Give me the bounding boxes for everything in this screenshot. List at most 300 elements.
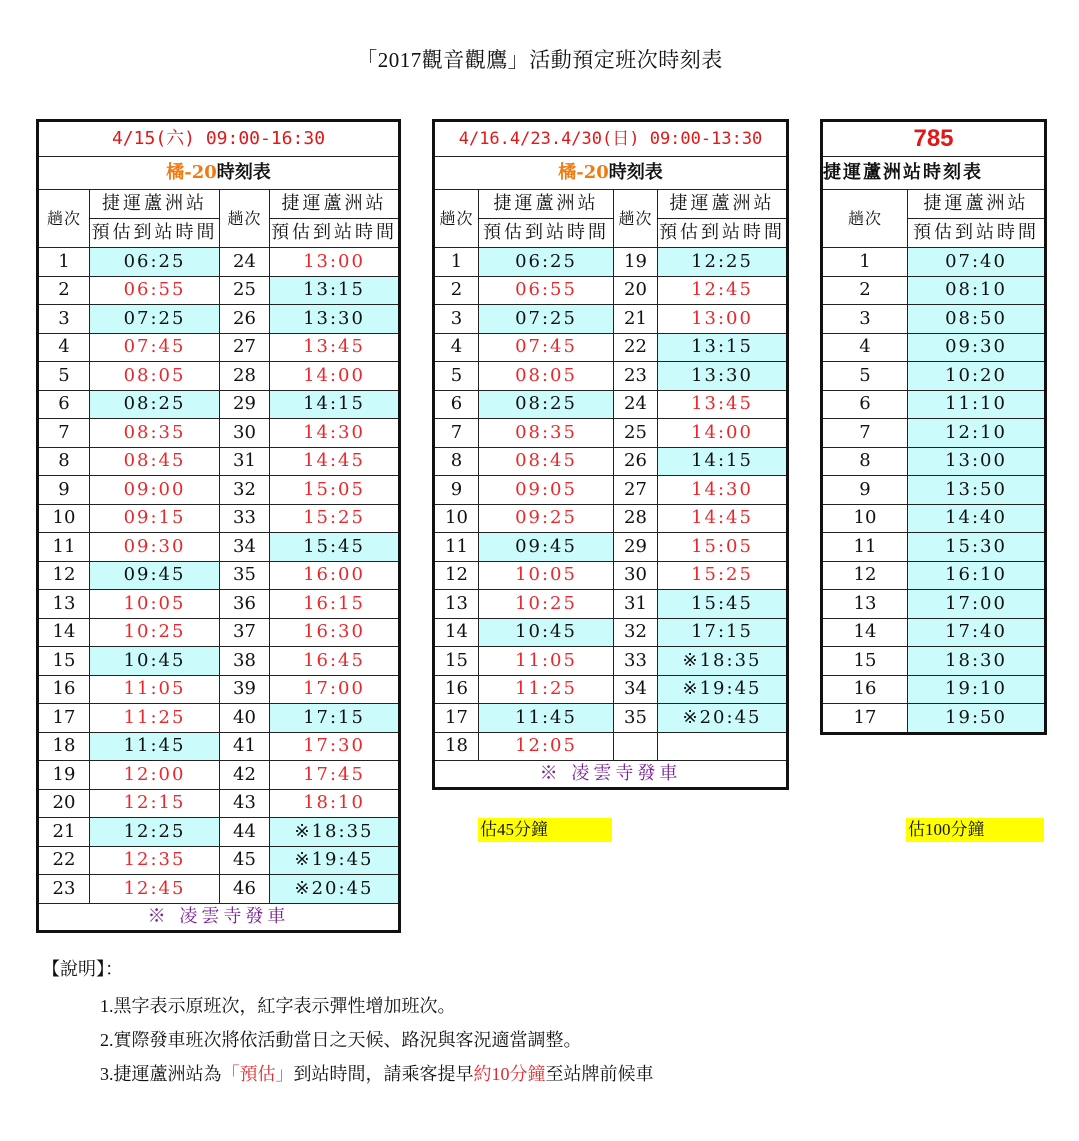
footnote: ※ 凌雲寺發車 <box>38 903 400 931</box>
table-row <box>434 618 788 647</box>
table-row <box>38 875 400 904</box>
arrival-time: 08:25 <box>90 390 220 419</box>
table-row <box>822 390 1046 419</box>
trip-number: 27 <box>614 476 658 505</box>
arrival-time: 18:10 <box>270 789 400 818</box>
table-row <box>38 419 400 448</box>
trip-number: 45 <box>220 846 270 875</box>
trip-number: 13 <box>434 590 479 619</box>
trip-number: 20 <box>614 276 658 305</box>
col-header-trip: 趟次 <box>822 190 908 248</box>
trip-number: 16 <box>38 675 90 704</box>
arrival-time: 16:00 <box>270 561 400 590</box>
trip-number: 4 <box>434 333 479 362</box>
arrival-time: 14:30 <box>658 476 788 505</box>
arrival-time: 11:10 <box>908 390 1046 419</box>
arrival-time: 06:55 <box>90 276 220 305</box>
note-emphasis: 「預估」 <box>221 1064 294 1084</box>
trip-number: 2 <box>822 276 908 305</box>
arrival-time: 08:05 <box>479 362 614 391</box>
trip-number: 1 <box>434 248 479 277</box>
table-body <box>434 248 788 761</box>
table-row <box>38 789 400 818</box>
trip-number: 3 <box>822 305 908 334</box>
arrival-time: 10:45 <box>479 618 614 647</box>
timetable-sunday <box>432 119 789 790</box>
table-row <box>38 447 400 476</box>
arrival-time: 12:25 <box>90 818 220 847</box>
trip-number: 12 <box>822 561 908 590</box>
arrival-time: 16:10 <box>908 561 1046 590</box>
trip-number: 16 <box>434 675 479 704</box>
trip-number: 29 <box>220 390 270 419</box>
table-row <box>822 305 1046 334</box>
note-text: 至站牌前候車 <box>545 1064 654 1084</box>
route-title-suffix: 時刻表 <box>608 162 663 183</box>
trip-number: 1 <box>822 248 908 277</box>
table-row <box>822 590 1046 619</box>
route-title <box>434 157 788 190</box>
table-row <box>434 333 788 362</box>
arrival-time: 14:00 <box>270 362 400 391</box>
trip-number: 34 <box>220 533 270 562</box>
table-row <box>822 362 1046 391</box>
arrival-time: 11:05 <box>479 647 614 676</box>
trip-number: 39 <box>220 675 270 704</box>
table-row <box>38 333 400 362</box>
arrival-time: 07:40 <box>908 248 1046 277</box>
arrival-time: 06:55 <box>479 276 614 305</box>
arrival-time: 19:10 <box>908 675 1046 704</box>
table-row <box>38 704 400 733</box>
date-header: 4/16.4/23.4/30(日) 09:00-13:30 <box>434 121 788 157</box>
table-row <box>38 647 400 676</box>
trip-number: 33 <box>220 504 270 533</box>
trip-number: 41 <box>220 732 270 761</box>
arrival-time: 17:15 <box>658 618 788 647</box>
trip-number: 17 <box>434 704 479 733</box>
route-name: 橘-20 <box>166 162 217 183</box>
note-line-1: 1.黑字表示原班次，紅字表示彈性增加班次。 <box>100 996 456 1016</box>
arrival-time: 11:25 <box>90 704 220 733</box>
route-title: 捷運蘆洲站時刻表 <box>822 157 1046 190</box>
trip-number: 9 <box>38 476 90 505</box>
arrival-time: 15:05 <box>270 476 400 505</box>
arrival-time: 14:00 <box>658 419 788 448</box>
trip-number: 34 <box>614 675 658 704</box>
notes-section <box>42 955 654 1091</box>
trip-number: 31 <box>614 590 658 619</box>
trip-number: 7 <box>38 419 90 448</box>
trip-number: 19 <box>38 761 90 790</box>
arrival-time: 12:45 <box>90 875 220 904</box>
arrival-time: 09:25 <box>479 504 614 533</box>
arrival-time: 13:15 <box>270 276 400 305</box>
arrival-time <box>658 732 788 761</box>
note-text: 3.捷運蘆洲站為 <box>100 1064 222 1084</box>
trip-number: 43 <box>220 789 270 818</box>
trip-number: 15 <box>434 647 479 676</box>
table-row <box>822 561 1046 590</box>
table-row <box>38 362 400 391</box>
arrival-time: 10:25 <box>90 618 220 647</box>
arrival-time: 13:30 <box>658 362 788 391</box>
trip-number: 21 <box>614 305 658 334</box>
table-row <box>38 732 400 761</box>
trip-number: 25 <box>614 419 658 448</box>
trip-number: 28 <box>220 362 270 391</box>
trip-number: 10 <box>434 504 479 533</box>
table-row <box>822 675 1046 704</box>
arrival-time: ※18:35 <box>658 647 788 676</box>
arrival-time: 10:20 <box>908 362 1046 391</box>
table-row <box>38 476 400 505</box>
arrival-time: 13:30 <box>270 305 400 334</box>
table-row <box>434 447 788 476</box>
arrival-time: 14:40 <box>908 504 1046 533</box>
arrival-time: 09:15 <box>90 504 220 533</box>
trip-number: 23 <box>38 875 90 904</box>
arrival-time: 13:00 <box>658 305 788 334</box>
arrival-time: 12:25 <box>658 248 788 277</box>
trip-number: 44 <box>220 818 270 847</box>
trip-number: 18 <box>38 732 90 761</box>
arrival-time: 09:30 <box>908 333 1046 362</box>
table-row <box>38 618 400 647</box>
table-row <box>38 390 400 419</box>
arrival-time: 16:30 <box>270 618 400 647</box>
arrival-time: 17:15 <box>270 704 400 733</box>
table-row <box>38 590 400 619</box>
arrival-time: 13:00 <box>908 447 1046 476</box>
table-row <box>38 846 400 875</box>
trip-number: 12 <box>434 561 479 590</box>
arrival-time: 09:45 <box>90 561 220 590</box>
table-row <box>434 276 788 305</box>
arrival-time: 13:50 <box>908 476 1046 505</box>
table-body <box>38 248 400 904</box>
table-row <box>434 590 788 619</box>
arrival-time: 08:10 <box>908 276 1046 305</box>
timetable-route-785 <box>820 119 1047 735</box>
trip-number: 19 <box>614 248 658 277</box>
arrival-time: 07:25 <box>479 305 614 334</box>
trip-number: 29 <box>614 533 658 562</box>
arrival-time: 10:05 <box>479 561 614 590</box>
arrival-time: 17:00 <box>270 675 400 704</box>
arrival-time: 18:30 <box>908 647 1046 676</box>
arrival-time: 15:30 <box>908 533 1046 562</box>
notes-header: 【說明】： <box>42 959 123 979</box>
trip-number: 15 <box>38 647 90 676</box>
arrival-time: 17:00 <box>908 590 1046 619</box>
trip-number: 25 <box>220 276 270 305</box>
trip-number: 14 <box>434 618 479 647</box>
arrival-time: 16:45 <box>270 647 400 676</box>
arrival-time: ※18:35 <box>270 818 400 847</box>
arrival-time: 10:05 <box>90 590 220 619</box>
note-line-2: 2.實際發車班次將依活動當日之天候、路況與客況適當調整。 <box>100 1030 582 1050</box>
note-text: 到站時間，請乘客提早 <box>293 1064 474 1084</box>
arrival-time: 08:45 <box>90 447 220 476</box>
trip-number: 8 <box>434 447 479 476</box>
arrival-time: 10:25 <box>479 590 614 619</box>
trip-number: 2 <box>434 276 479 305</box>
col-header-station: 捷運蘆洲站 <box>90 190 220 219</box>
trip-number: 26 <box>614 447 658 476</box>
table-row <box>38 533 400 562</box>
trip-number: 24 <box>614 390 658 419</box>
arrival-time: 11:45 <box>90 732 220 761</box>
arrival-time: 08:25 <box>479 390 614 419</box>
table-row <box>434 504 788 533</box>
arrival-time: 12:10 <box>908 419 1046 448</box>
arrival-time: 14:15 <box>658 447 788 476</box>
col-header-est-time: 預估到站時間 <box>479 219 614 248</box>
trip-number: 35 <box>220 561 270 590</box>
trip-number: 22 <box>38 846 90 875</box>
timetable-saturday <box>36 119 401 933</box>
table-row <box>434 476 788 505</box>
col-header-trip: 趟次 <box>434 190 479 248</box>
route-title-suffix: 時刻表 <box>216 162 271 183</box>
trip-number: 32 <box>614 618 658 647</box>
trip-number: 12 <box>38 561 90 590</box>
table-row <box>38 561 400 590</box>
arrival-time: ※20:45 <box>270 875 400 904</box>
trip-number: 28 <box>614 504 658 533</box>
trip-number: 3 <box>38 305 90 334</box>
trip-number: 42 <box>220 761 270 790</box>
trip-number: 17 <box>38 704 90 733</box>
table-row <box>38 248 400 277</box>
col-header-est-time: 預估到站時間 <box>658 219 788 248</box>
arrival-time: 06:25 <box>90 248 220 277</box>
trip-number: 38 <box>220 647 270 676</box>
note-emphasis: 約10分鐘 <box>473 1064 546 1084</box>
table-row <box>434 248 788 277</box>
trip-number: 11 <box>38 533 90 562</box>
table-row <box>434 305 788 334</box>
trip-number: 21 <box>38 818 90 847</box>
trip-number: 13 <box>38 590 90 619</box>
trip-number: 37 <box>220 618 270 647</box>
trip-number: 30 <box>614 561 658 590</box>
arrival-time: 13:45 <box>270 333 400 362</box>
arrival-time: 14:45 <box>270 447 400 476</box>
arrival-time: 12:45 <box>658 276 788 305</box>
note-line-3 <box>100 1057 654 1091</box>
arrival-time: 09:00 <box>90 476 220 505</box>
col-header-station: 捷運蘆洲站 <box>908 190 1046 219</box>
table-row <box>822 419 1046 448</box>
table-row <box>38 276 400 305</box>
trip-number: 22 <box>614 333 658 362</box>
table-row <box>434 362 788 391</box>
arrival-time: 15:45 <box>658 590 788 619</box>
page-title: 「2017觀音觀鷹」活動預定班次時刻表 <box>356 48 723 72</box>
arrival-time: 11:25 <box>479 675 614 704</box>
trip-number: 26 <box>220 305 270 334</box>
col-header-station: 捷運蘆洲站 <box>270 190 400 219</box>
arrival-time: 10:45 <box>90 647 220 676</box>
trip-number: 6 <box>38 390 90 419</box>
route-number: 785 <box>822 121 1046 157</box>
trip-number: 13 <box>822 590 908 619</box>
trip-number: 5 <box>38 362 90 391</box>
trip-number: 8 <box>38 447 90 476</box>
table-row <box>434 390 788 419</box>
arrival-time: 14:45 <box>658 504 788 533</box>
trip-number: 5 <box>822 362 908 391</box>
estimate-100-min: 估100分鐘 <box>906 818 1044 842</box>
table-row <box>38 675 400 704</box>
table-body <box>822 248 1046 734</box>
route-title <box>38 157 400 190</box>
trip-number: 33 <box>614 647 658 676</box>
trip-number: 11 <box>434 533 479 562</box>
col-header-trip: 趟次 <box>614 190 658 248</box>
table-row <box>38 818 400 847</box>
trip-number: 36 <box>220 590 270 619</box>
table-row <box>38 504 400 533</box>
trip-number: 16 <box>822 675 908 704</box>
arrival-time: ※19:45 <box>270 846 400 875</box>
arrival-time: 14:15 <box>270 390 400 419</box>
trip-number: 30 <box>220 419 270 448</box>
trip-number: 14 <box>38 618 90 647</box>
col-header-trip: 趟次 <box>220 190 270 248</box>
trip-number: 27 <box>220 333 270 362</box>
trip-number: 4 <box>38 333 90 362</box>
arrival-time: 15:25 <box>658 561 788 590</box>
trip-number: 5 <box>434 362 479 391</box>
estimate-45-min: 估45分鐘 <box>478 818 612 842</box>
trip-number: 18 <box>434 732 479 761</box>
table-row <box>434 732 788 761</box>
route-name: 橘-20 <box>558 162 609 183</box>
table-row <box>822 248 1046 277</box>
trip-number: 6 <box>822 390 908 419</box>
col-header-station: 捷運蘆洲站 <box>479 190 614 219</box>
table-row <box>822 276 1046 305</box>
trip-number: 35 <box>614 704 658 733</box>
trip-number: 14 <box>822 618 908 647</box>
trip-number: 1 <box>38 248 90 277</box>
col-header-est-time: 預估到站時間 <box>90 219 220 248</box>
arrival-time: 06:25 <box>479 248 614 277</box>
arrival-time: 13:15 <box>658 333 788 362</box>
trip-number: 15 <box>822 647 908 676</box>
trip-number: 32 <box>220 476 270 505</box>
arrival-time: 12:15 <box>90 789 220 818</box>
arrival-time: 11:45 <box>479 704 614 733</box>
trip-number: 31 <box>220 447 270 476</box>
arrival-time: 07:45 <box>479 333 614 362</box>
trip-number: 17 <box>822 704 908 734</box>
arrival-time: 17:30 <box>270 732 400 761</box>
table-row <box>434 561 788 590</box>
trip-number: 40 <box>220 704 270 733</box>
trip-number: 10 <box>38 504 90 533</box>
arrival-time: 16:15 <box>270 590 400 619</box>
arrival-time: 09:45 <box>479 533 614 562</box>
arrival-time: 08:05 <box>90 362 220 391</box>
table-row <box>822 504 1046 533</box>
trip-number: 10 <box>822 504 908 533</box>
trip-number: 6 <box>434 390 479 419</box>
table-row <box>822 333 1046 362</box>
trip-number: 7 <box>434 419 479 448</box>
arrival-time: 17:45 <box>270 761 400 790</box>
trip-number <box>614 732 658 761</box>
arrival-time: 13:00 <box>270 248 400 277</box>
arrival-time: 07:45 <box>90 333 220 362</box>
arrival-time: 12:00 <box>90 761 220 790</box>
table-row <box>822 647 1046 676</box>
arrival-time: 15:45 <box>270 533 400 562</box>
arrival-time: 08:50 <box>908 305 1046 334</box>
col-header-trip: 趟次 <box>38 190 90 248</box>
arrival-time: ※19:45 <box>658 675 788 704</box>
col-header-est-time: 預估到站時間 <box>908 219 1046 248</box>
trip-number: 20 <box>38 789 90 818</box>
table-row <box>822 476 1046 505</box>
trip-number: 23 <box>614 362 658 391</box>
arrival-time: 08:45 <box>479 447 614 476</box>
trip-number: 4 <box>822 333 908 362</box>
arrival-time: 17:40 <box>908 618 1046 647</box>
arrival-time: 08:35 <box>479 419 614 448</box>
trip-number: 24 <box>220 248 270 277</box>
table-row <box>38 305 400 334</box>
arrival-time: 13:45 <box>658 390 788 419</box>
trip-number: 46 <box>220 875 270 904</box>
trip-number: 7 <box>822 419 908 448</box>
trip-number: 3 <box>434 305 479 334</box>
arrival-time: 12:05 <box>479 732 614 761</box>
arrival-time: ※20:45 <box>658 704 788 733</box>
table-row <box>434 704 788 733</box>
trip-number: 8 <box>822 447 908 476</box>
table-row <box>434 533 788 562</box>
arrival-time: 15:05 <box>658 533 788 562</box>
table-row <box>822 618 1046 647</box>
arrival-time: 15:25 <box>270 504 400 533</box>
arrival-time: 09:05 <box>479 476 614 505</box>
table-row <box>822 704 1046 734</box>
trip-number: 2 <box>38 276 90 305</box>
col-header-est-time: 預估到站時間 <box>270 219 400 248</box>
trip-number: 9 <box>434 476 479 505</box>
arrival-time: 19:50 <box>908 704 1046 734</box>
arrival-time: 14:30 <box>270 419 400 448</box>
table-row <box>38 761 400 790</box>
footnote: ※ 凌雲寺發車 <box>434 761 788 789</box>
table-row <box>822 533 1046 562</box>
table-row <box>434 647 788 676</box>
arrival-time: 09:30 <box>90 533 220 562</box>
date-header: 4/15(六) 09:00-16:30 <box>38 121 400 157</box>
table-row <box>822 447 1046 476</box>
arrival-time: 07:25 <box>90 305 220 334</box>
arrival-time: 12:35 <box>90 846 220 875</box>
col-header-station: 捷運蘆洲站 <box>658 190 788 219</box>
trip-number: 9 <box>822 476 908 505</box>
table-row <box>434 419 788 448</box>
arrival-time: 11:05 <box>90 675 220 704</box>
trip-number: 11 <box>822 533 908 562</box>
